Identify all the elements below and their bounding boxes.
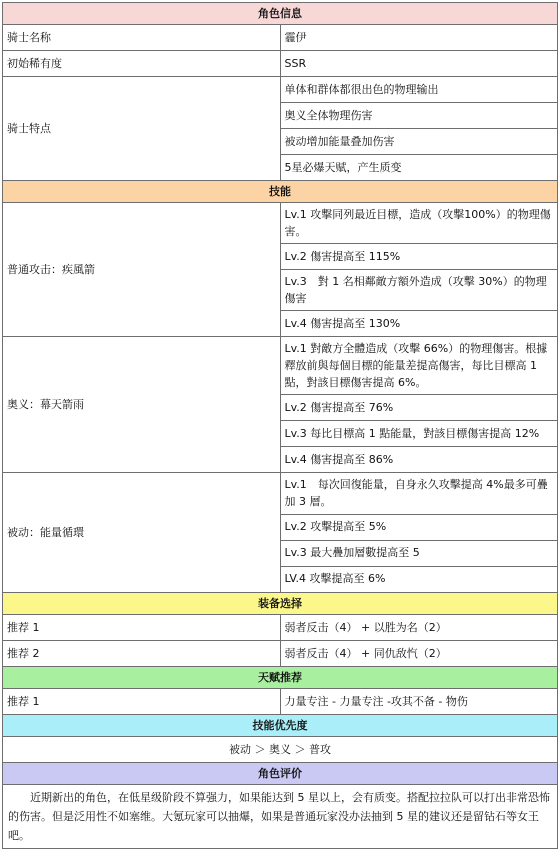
section-header-skills: 技能 [3, 181, 558, 203]
talent-value: 力量专注 - 力量专注 -攻其不备 - 物伤 [280, 688, 558, 714]
skill-level-desc: Lv.3 最大疊加層數提高至 5 [280, 540, 558, 566]
skill-level-desc: Lv.2 傷害提高至 115% [280, 244, 558, 270]
section-header-priority: 技能优先度 [3, 714, 558, 736]
skill-name-passive: 被动：能量循環 [3, 473, 281, 592]
trait-item: 奥义全体物理伤害 [280, 103, 558, 129]
skill-level-desc: Lv.1 每次回復能量，自身永久攻擊提高 4%最多可疊加 3 層。 [280, 473, 558, 514]
rarity-label: 初始稀有度 [3, 51, 281, 77]
skill-level-desc: Lv.2 傷害提高至 76% [280, 395, 558, 421]
talent-label: 推荐 1 [3, 688, 281, 714]
section-header-info: 角色信息 [3, 3, 558, 25]
skill-priority-text: 被动 ＞ 奥义 ＞ 普攻 [3, 736, 558, 762]
skill-level-desc: Lv.3 對 1 名相鄰敵方額外造成（攻擊 30%）的物理傷害 [280, 270, 558, 311]
name-value: 霾伊 [280, 25, 558, 51]
skill-level-desc: Lv.1 對敵方全體造成（攻擊 66%）的物理傷害。根據釋放前與每個目標的能量差提高傷害，每比目標高 1 點，對該目標傷害提高 6%。 [280, 337, 558, 395]
equip-value: 弱者反击（4） + 以胜为名（2） [280, 614, 558, 640]
equip-label: 推荐 1 [3, 614, 281, 640]
character-guide-table [2, 2, 558, 849]
trait-item: 单体和群体都很出色的物理输出 [280, 77, 558, 103]
equip-value: 弱者反击（4） + 同仇敌忾（2） [280, 640, 558, 666]
skill-level-desc: Lv.4 傷害提高至 130% [280, 311, 558, 337]
evaluation-text: 近期新出的角色，在低星级阶段不算强力，如果能达到 5 星以上，会有质变。搭配拉拉队可以打出非常恐怖的伤害。但是泛用性不如塞维。大氪玩家可以抽爆，如果是普通玩家没办法抽到 5 星的建议还是留钻石等女王吧。 [3, 784, 558, 849]
skill-level-desc: LV.4 攻擊提高至 6% [280, 566, 558, 592]
equip-label: 推荐 2 [3, 640, 281, 666]
traits-label: 骑士特点 [3, 77, 281, 181]
rarity-value: SSR [280, 51, 558, 77]
skill-name-ultimate: 奥义：幕天箭雨 [3, 337, 281, 473]
skill-level-desc: Lv.4 傷害提高至 86% [280, 447, 558, 473]
skill-name-normal-attack: 普通攻击：疾風箭 [3, 203, 281, 337]
name-label: 骑士名称 [3, 25, 281, 51]
section-header-talent: 天赋推荐 [3, 666, 558, 688]
skill-level-desc: Lv.1 攻擊同列最近目標，造成（攻擊100%）的物理傷害。 [280, 203, 558, 244]
section-header-equip: 装备选择 [3, 592, 558, 614]
skill-level-desc: Lv.2 攻擊提高至 5% [280, 514, 558, 540]
section-header-evaluation: 角色评价 [3, 762, 558, 784]
trait-item: 5星必爆天赋，产生质变 [280, 155, 558, 181]
trait-item: 被动增加能量叠加伤害 [280, 129, 558, 155]
skill-level-desc: Lv.3 每比目標高 1 點能量，對該目標傷害提高 12% [280, 421, 558, 447]
